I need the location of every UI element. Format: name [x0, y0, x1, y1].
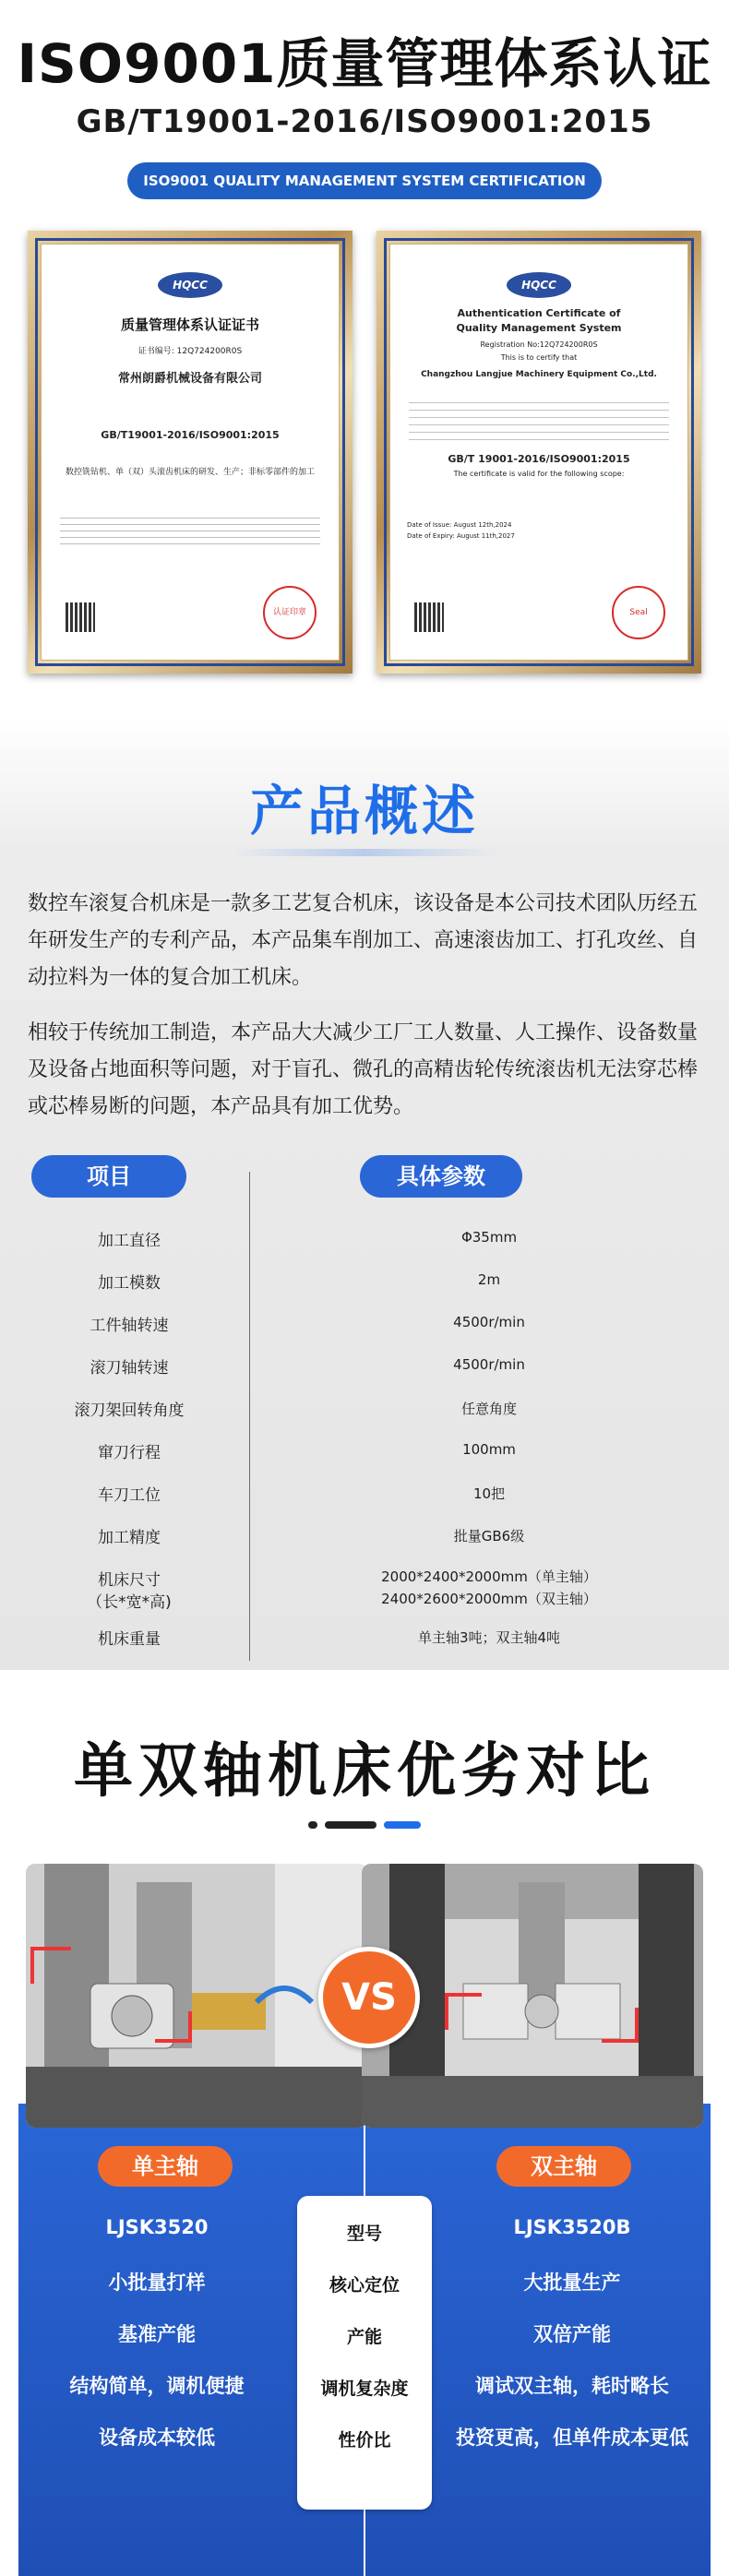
- table-divider: [249, 1172, 250, 1661]
- spec-value: 批量GB6级: [453, 1528, 525, 1544]
- qr-code-icon: [66, 602, 95, 632]
- qr-code-icon: [414, 602, 444, 632]
- spec-item: 工件轴转速: [90, 1317, 169, 1335]
- spec-value: 单主轴3吨；双主轴4吨: [417, 1629, 561, 1646]
- spec-item: 加工模数: [98, 1274, 161, 1293]
- header-item-pill: 项目: [31, 1155, 186, 1198]
- single-spindle-value: LJSK3520: [105, 2216, 209, 2238]
- double-spindle-value: LJSK3520B: [513, 2216, 631, 2238]
- compare-row-label: 调机复杂度: [320, 2379, 409, 2399]
- certificate-en-heading1: Authentication Certificate of: [457, 307, 621, 319]
- single-spindle-value: 基准产能: [118, 2323, 196, 2345]
- spec-value: 4500r/min: [453, 1356, 525, 1373]
- decor-bar: [325, 1821, 376, 1829]
- spec-value: 任意角度: [460, 1401, 517, 1417]
- spec-value: 10把: [472, 1485, 506, 1502]
- red-stamp-icon: 认证印章: [263, 586, 317, 639]
- spec-item: 车刀工位: [98, 1486, 161, 1505]
- spec-item: 窜刀行程: [98, 1444, 161, 1462]
- spec-value: 2000*2400*2000mm（单主轴）: [381, 1568, 597, 1585]
- compare-title: 单双轴机床优劣对比: [74, 1737, 655, 1806]
- spec-item: 机床重量: [98, 1630, 161, 1649]
- certificate-cn-reg: 证书编号: 12Q724200R0S: [137, 347, 243, 356]
- single-spindle-value: 设备成本较低: [99, 2427, 215, 2449]
- spec-value: Φ35mm: [460, 1229, 518, 1246]
- spec-item: 滚刀架回转角度: [74, 1401, 185, 1420]
- overview-paragraph-2: 相较于传统加工制造，本产品大大减少工厂工人数量、人工操作、设备数量及设备占地面积等问题，对于盲孔、微孔的高精齿轮传统滚齿机无法穿芯棒或芯棒易断的问题，本产品具有加工优势。: [28, 1021, 699, 1118]
- double-spindle-value: 大批量生产: [523, 2272, 621, 2294]
- spec-item: 加工精度: [98, 1529, 161, 1547]
- spec-item-line2: （长*宽*高): [87, 1593, 172, 1612]
- overview-section: [0, 720, 729, 1670]
- spec-item: 机床尺寸: [98, 1571, 161, 1590]
- spec-item: 加工直径: [98, 1232, 161, 1250]
- double-spindle-value: 投资更高，但单件成本更低: [456, 2427, 688, 2449]
- spec-value-line2: 2400*2600*2000mm（双主轴）: [381, 1591, 597, 1607]
- title-underline: [231, 849, 498, 856]
- certificate-cn-standard: GB/T19001-2016/ISO9001:2015: [101, 429, 280, 441]
- vs-badge: VS: [318, 1947, 420, 2048]
- double-spindle-label: 双主轴: [496, 2146, 631, 2187]
- certificate-en-expiry: Date of Expiry: August 11th,2027: [407, 532, 515, 540]
- certification-section: [0, 0, 729, 720]
- hqcc-logo: HQCC: [507, 272, 571, 298]
- overview-title: 产品概述: [249, 780, 479, 842]
- decor-dot: [308, 1821, 317, 1829]
- spec-value: 100mm: [462, 1441, 516, 1458]
- double-spindle-value: 调试双主轴，耗时略长: [475, 2375, 669, 2397]
- compare-section: [0, 1670, 729, 2576]
- compare-row-label: 型号: [346, 2224, 382, 2244]
- double-spindle-value: 双倍产能: [533, 2323, 611, 2345]
- certification-title: ISO9001质量管理体系认证: [17, 32, 712, 95]
- certificate-en-standard: GB/T 19001-2016/ISO9001:2015: [448, 453, 630, 465]
- certificate-en-valid: The certificate is valid for the following scope:: [453, 470, 625, 478]
- certificate-cn-heading: 质量管理体系认证证书: [120, 316, 259, 333]
- certificate-cn-company: 常州朗爵机械设备有限公司: [117, 372, 262, 386]
- decor-bar-blue: [384, 1821, 421, 1829]
- single-spindle-label: 单主轴: [98, 2146, 233, 2187]
- spec-value: 2m: [477, 1271, 501, 1288]
- certificate-en-certify: This is to certify that: [500, 353, 578, 362]
- spec-value: 4500r/min: [453, 1314, 525, 1330]
- certificate-cn-scope: 数控铣钻机、单（双）头滚齿机床的研发、生产；非标零部件的加工: [65, 468, 315, 477]
- compare-row-label: 性价比: [338, 2430, 391, 2451]
- spec-item: 滚刀轴转速: [90, 1359, 169, 1377]
- single-spindle-photo: [26, 1864, 367, 2128]
- certificate-en-frame: [376, 231, 701, 674]
- certification-subtitle: GB/T19001-2016/ISO9001:2015: [76, 103, 653, 140]
- compare-row-label: 核心定位: [329, 2275, 400, 2296]
- red-stamp-icon: Seal: [612, 586, 665, 639]
- header-param-pill: 具体参数: [360, 1155, 522, 1198]
- certification-banner: ISO9001 QUALITY MANAGEMENT SYSTEM CERTIFICATION: [127, 162, 602, 199]
- certificate-en-issue: Date of Issue: August 12th,2024: [407, 521, 512, 529]
- certificate-en-company: Changzhou Langjue Machinery Equipment Co.,Ltd.: [421, 370, 657, 379]
- compare-row-label: 产能: [346, 2327, 382, 2347]
- certificate-cn-frame: [28, 231, 353, 674]
- overview-paragraph-1: 数控车滚复合机床是一款多工艺复合机床，该设备是本公司技术团队历经五年研发生产的专利产品，本产品集车削加工、高速滚齿加工、打孔攻丝、自动拉料为一体的复合加工机床。: [28, 892, 699, 989]
- certificate-en-heading2: Quality Management System: [456, 322, 622, 334]
- single-spindle-value: 小批量打样: [108, 2272, 206, 2294]
- hqcc-logo: HQCC: [158, 272, 222, 298]
- certificate-en-reg: Registration No:12Q724200R0S: [480, 340, 598, 349]
- single-spindle-value: 结构简单，调机便捷: [69, 2375, 245, 2397]
